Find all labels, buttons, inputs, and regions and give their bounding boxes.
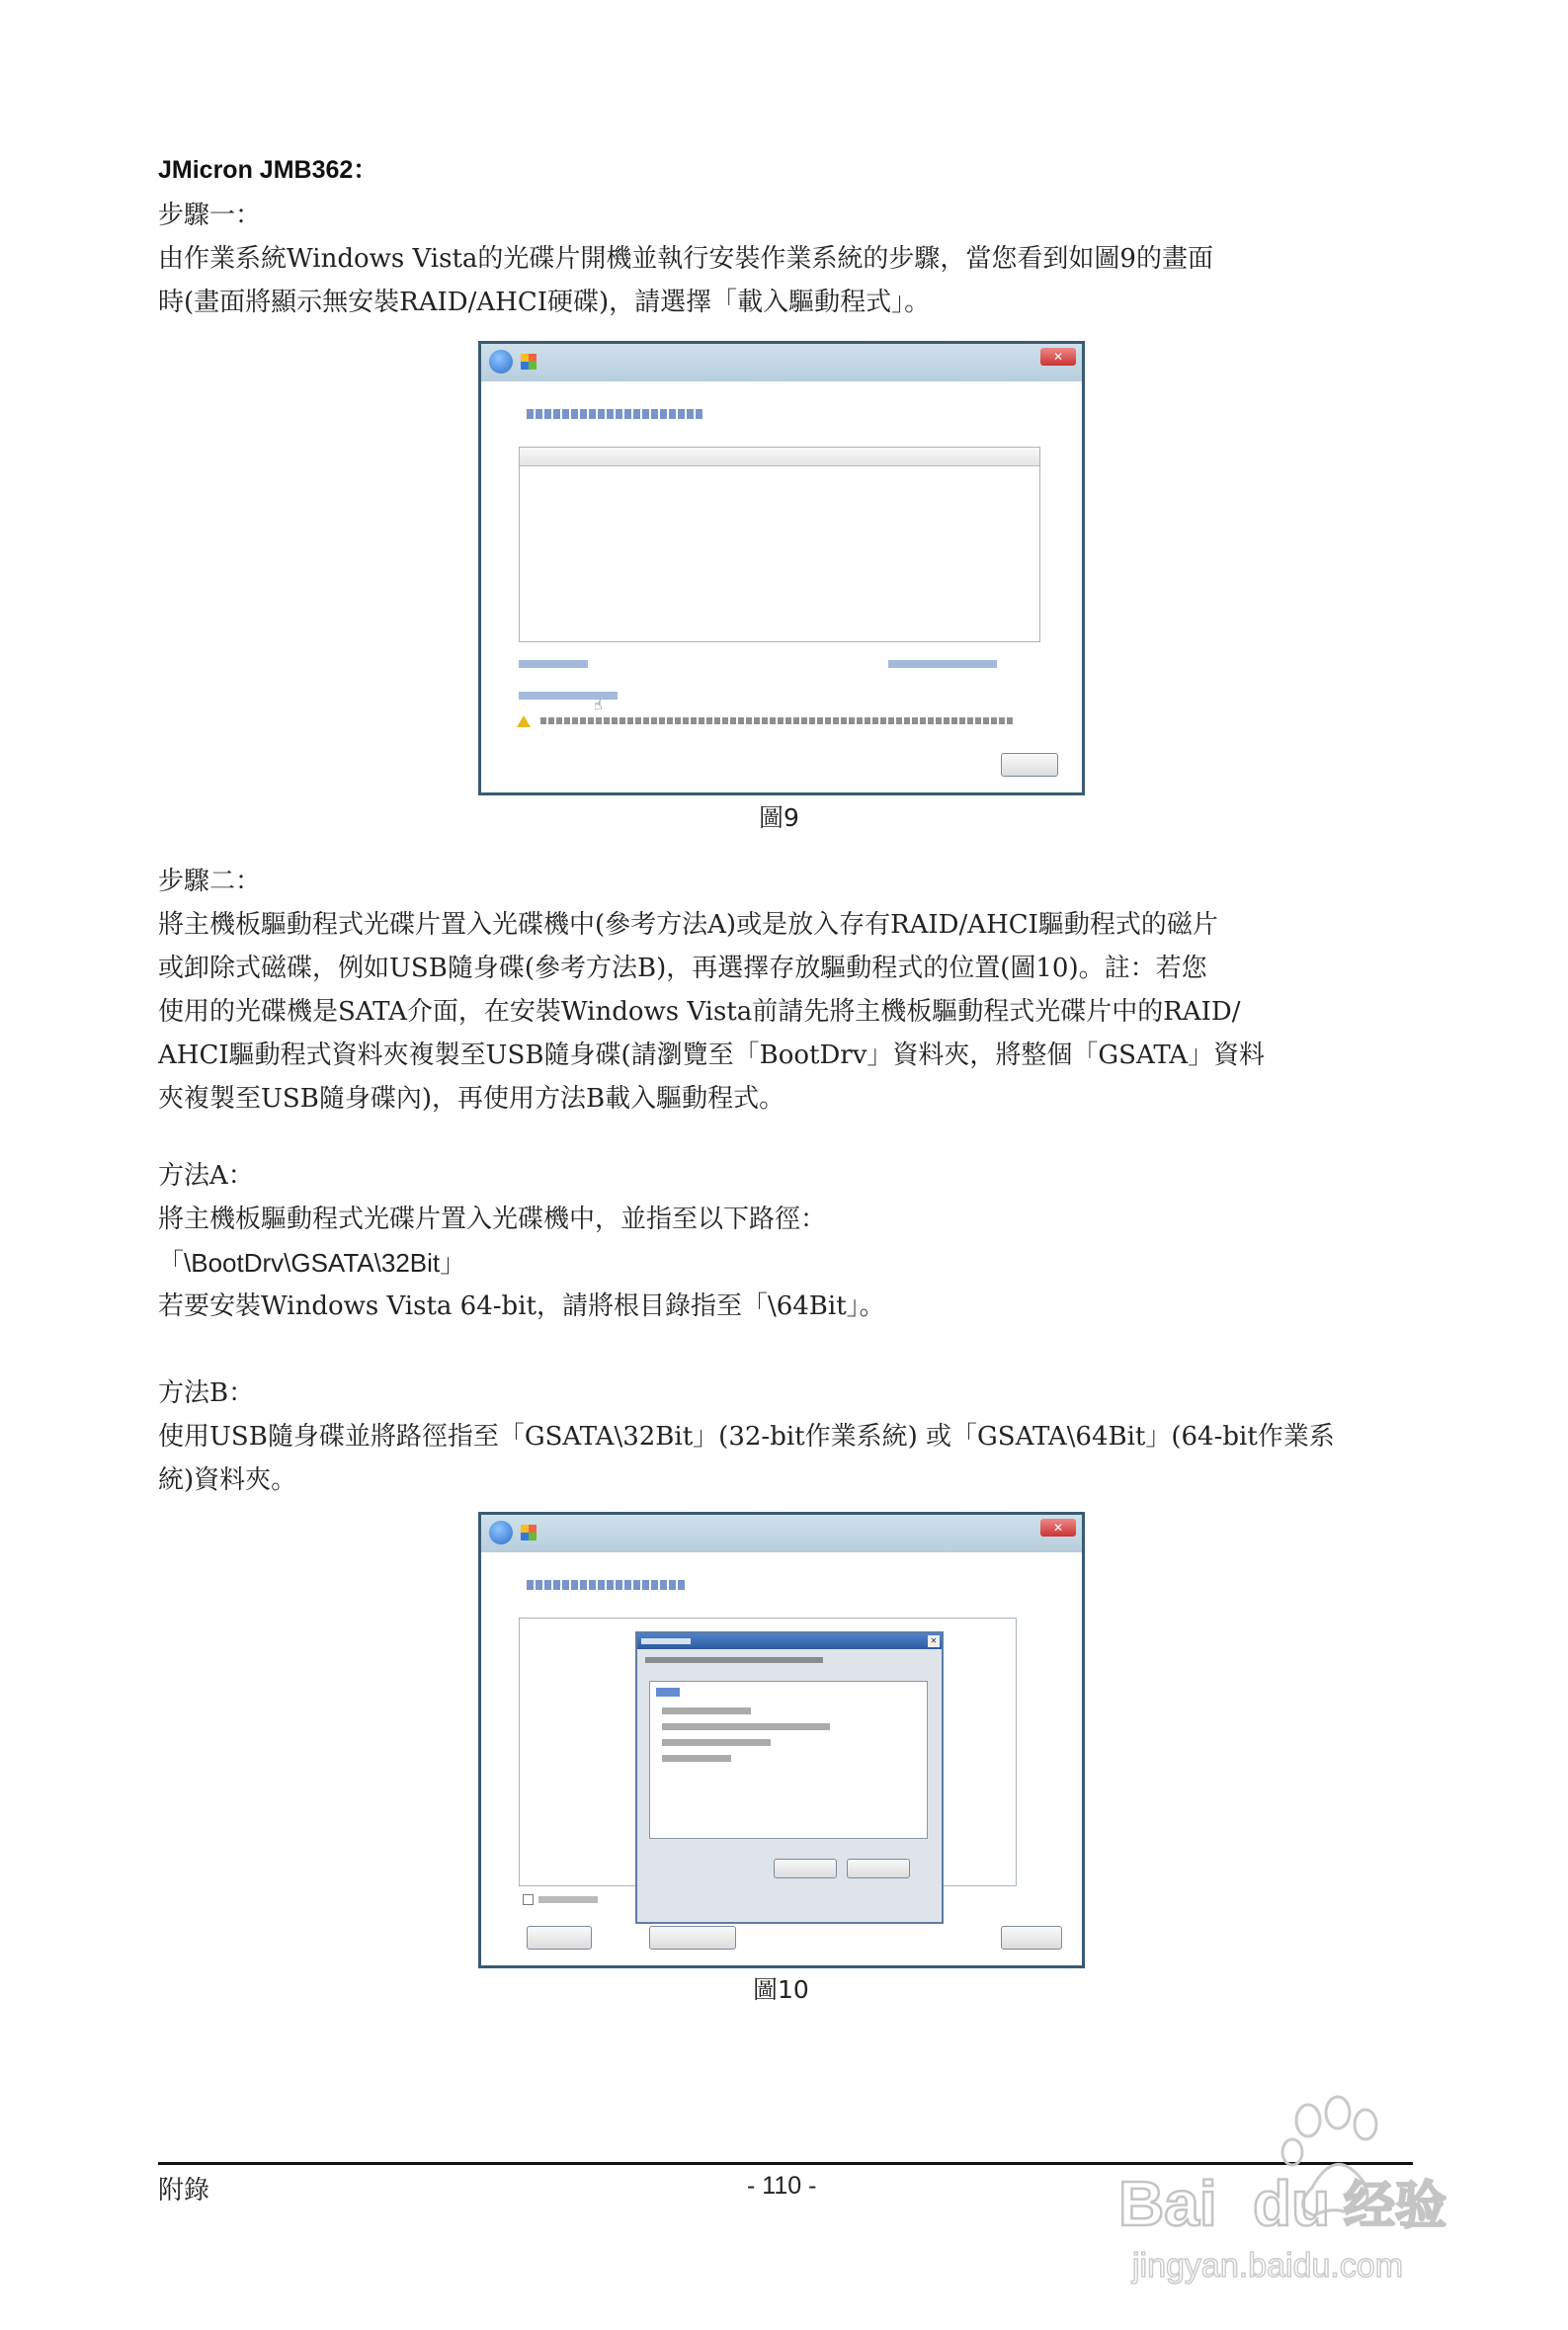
dialog-prompt: [527, 409, 704, 419]
browse-button: [527, 1926, 592, 1950]
ok-button: [774, 1859, 837, 1878]
close-icon: ✕: [1040, 1519, 1076, 1537]
figure9-screenshot: [478, 341, 1085, 795]
load-driver-link: [519, 692, 618, 700]
methodA-path: 「\BootDrv\GSATA\32Bit」: [158, 1248, 466, 1278]
page-number: - 110 -: [747, 2172, 817, 2200]
step2-block: [158, 860, 1413, 1121]
tree-item: [662, 1755, 731, 1762]
dialog-body: [487, 1552, 1076, 1959]
step1-line: 時(畫面將顯示無安裝RAID/AHCI硬碟)，請選擇「載入驅動程式」。: [158, 288, 931, 317]
close-icon: ✕: [928, 1635, 940, 1647]
tree-item: [662, 1723, 830, 1730]
methodB-block: [158, 1372, 1413, 1502]
dialog-prompt: [527, 1580, 685, 1590]
cursor-hand-icon: ☝: [594, 698, 603, 713]
step2-label: 步驟二：: [158, 867, 262, 896]
browse-dialog-title: [637, 1633, 942, 1649]
methodA-line: 將主機板驅動程式光碟片置入光碟機中，並指至以下路徑：: [158, 1205, 827, 1234]
methodB-line: 使用USB隨身碟並將路徑指至「GSATA\32Bit」(32-bit作業系統) 或「GSATA\64Bit」(64-bit作業系: [158, 1422, 1335, 1452]
baidu-paw-logo-icon: [1114, 2079, 1470, 2306]
tree-item: [662, 1707, 751, 1714]
browse-folder-dialog: [635, 1631, 944, 1924]
footer-section: 附錄: [158, 2176, 210, 2205]
folder-tree: [649, 1681, 928, 1839]
svg-text:经验: 经验: [1344, 2177, 1447, 2236]
disk-list: [519, 447, 1040, 642]
methodB-label: 方法B：: [158, 1378, 255, 1408]
baidu-watermark: [1114, 2079, 1470, 2306]
dialog-titlebar: [481, 1515, 1082, 1552]
hide-drivers-label: [538, 1896, 598, 1903]
step2-line: 使用的光碟機是SATA介面，在安裝Windows Vista前請先將主機板驅動程式光碟片中的RAID/: [158, 997, 1241, 1027]
rescan-button: [649, 1926, 736, 1950]
windows-logo-icon: [521, 354, 536, 370]
close-icon: ✕: [1040, 348, 1076, 366]
back-arrow-icon: [489, 1521, 513, 1544]
svg-text:du: du: [1253, 2168, 1331, 2239]
browse-dialog-prompt: [645, 1657, 823, 1663]
methodB-line: 統)資料夾。: [158, 1465, 297, 1495]
warning-icon: [517, 715, 531, 727]
tree-item: [662, 1739, 771, 1746]
figure9-caption: 圖9: [759, 803, 799, 832]
advanced-options-link: [888, 660, 997, 668]
step2-line: 夾複製至USB隨身碟內)，再使用方法B載入驅動程式。: [158, 1084, 785, 1114]
section-heading: JMicron JMB362：: [158, 156, 378, 184]
step2-line: 或卸除式磁碟，例如USB隨身碟(參考方法B)，再選擇存放驅動程式的位置(圖10)。註：若您: [158, 954, 1207, 983]
back-arrow-icon: [489, 350, 513, 374]
hide-drivers-checkbox: [523, 1894, 534, 1905]
refresh-link: [519, 660, 588, 668]
tree-root-item: [656, 1688, 680, 1697]
step2-line: 將主機板驅動程式光碟片置入光碟機中(參考方法A)或是放入存有RAID/AHCI驅動程式的磁片: [158, 910, 1218, 940]
disk-list-header: [520, 448, 1039, 466]
figure10-caption: 圖10: [753, 1975, 809, 2004]
methodA-label: 方法A：: [158, 1161, 254, 1191]
warning-text: [540, 717, 1015, 724]
cancel-button: [847, 1859, 910, 1878]
next-button: [1001, 1926, 1062, 1950]
step1-line: 由作業系統Windows Vista的光碟片開機並執行安裝作業系統的步驟，當您看到如圖9的畫面: [158, 244, 1213, 274]
windows-logo-icon: [521, 1525, 536, 1540]
dialog-body: [487, 381, 1076, 787]
methodA-block: [158, 1154, 1413, 1328]
step1-block: [158, 194, 1413, 324]
figure10-screenshot: [478, 1512, 1085, 1968]
svg-text:Bai: Bai: [1118, 2168, 1217, 2239]
step1-label: 步驟一：: [158, 201, 262, 230]
dialog-titlebar: [481, 344, 1082, 381]
methodA-line: 若要安裝Windows Vista 64-bit，請將根目錄指至「\64Bit」。: [158, 1291, 885, 1321]
next-button: [1001, 753, 1058, 777]
svg-text:jingyan.baidu.com: jingyan.baidu.com: [1132, 2247, 1404, 2285]
step2-line: AHCI驅動程式資料夾複製至USB隨身碟(請瀏覽至「BootDrv」資料夾，將整個「GSATA」資料: [158, 1040, 1266, 1070]
